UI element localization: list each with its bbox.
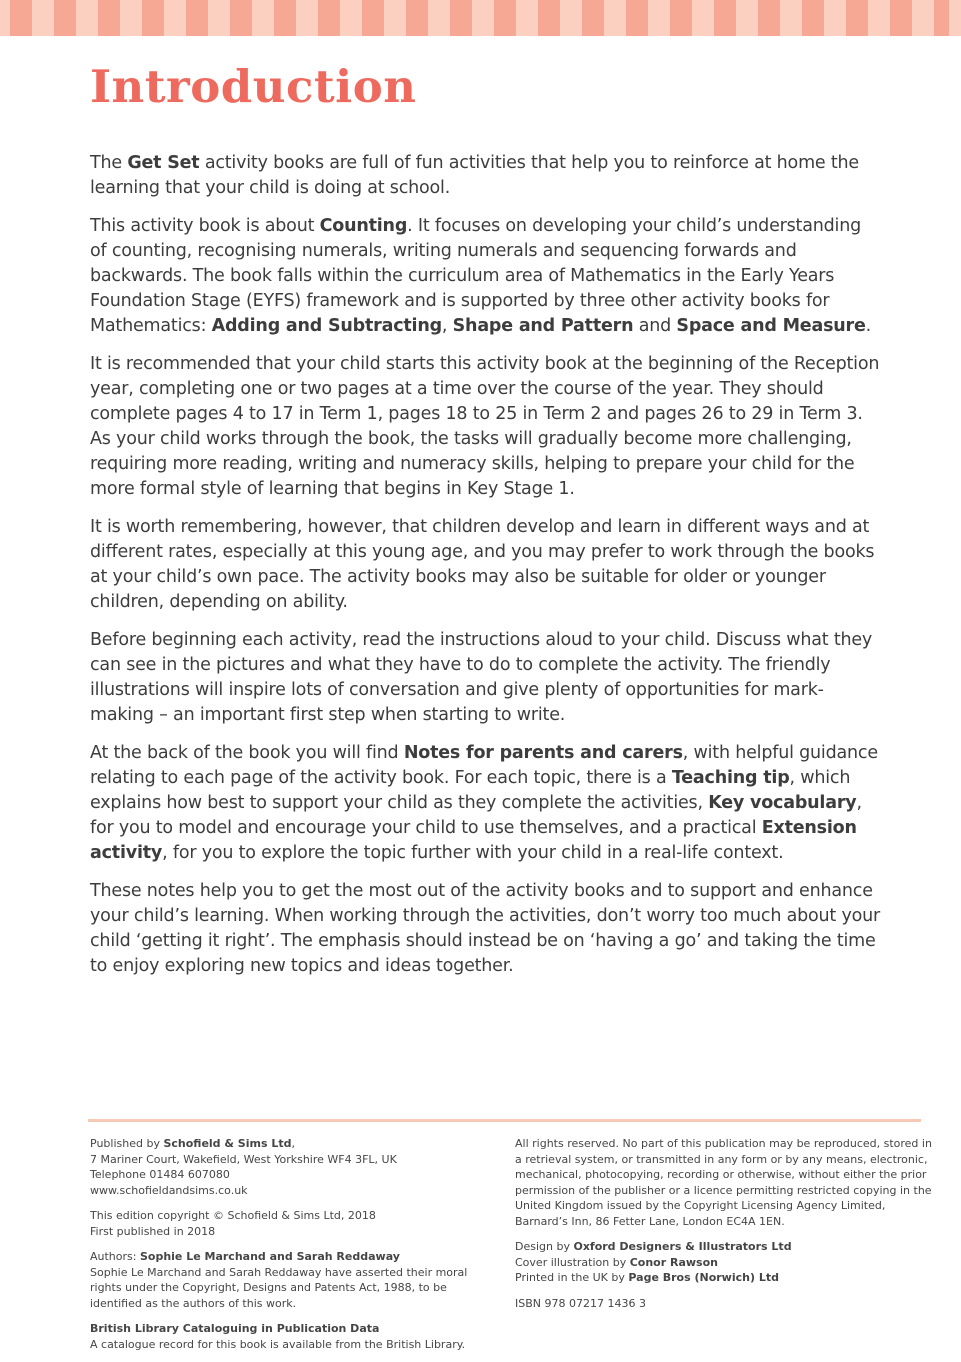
decorative-stripe-banner (0, 0, 961, 36)
paragraph-before-beginning: Before beginning each activity, read the instructions aloud to your child. Discuss what they can see in the pictures and what they have to do to complete the activity. The friendly illustrations will inspire lots of conversation and give plenty of opportunities for mark-making – an important first step when starting to write. (90, 630, 873, 725)
paragraph-different-rates: It is worth remembering, however, that children develop and learn in different ways and at different rates, especially at this young age, and you may prefer to work through the books at your child’s own pace. The activity books may also be suitable for older or younger children, depending on ability. (90, 517, 875, 612)
paragraph-about-counting: This activity book is about Counting. It focuses on developing your child’s understanding of counting, recognising numerals, writing numerals and sequencing forwards and backwards. The book falls within the curriculum area of Mathematics in the Early Years Foundation Stage (EYFS) framework and is supported by three other activity books for Mathematics: Adding and Subtracting, Shape and Pattern and Space and Measure. (90, 216, 872, 336)
paragraph-recommended-pacing: It is recommended that your child starts this activity book at the beginning of the Reception year, completing one or two pages at a time over the course of the year. They should complete pages 4 to 17 in Term 1, pages 18 to 25 in Term 2 and pages 26 to 29 in Term 3. As your child works through the book, the tasks will gradually become more challenging, requiring more reading, writing and numeracy skills, helping to prepare your child for the more formal style of learning that begins in Key Stage 1. (90, 354, 880, 499)
paragraph-notes-for-parents: At the back of the book you will find Notes for parents and carers, with helpful guidance relating to each page of the activity book. For each topic, there is a Teaching tip, which explains how best to support your child as they complete the activities, Key vocabulary, for you to model and encourage your child to use themselves, and a practical Extension activity, for you to explore the topic further with your child in a real-life context. (90, 743, 878, 863)
isbn: ISBN 978 07217 1436 3 (515, 1296, 646, 1310)
footer-left-column (90, 1136, 515, 1362)
footer-divider (88, 1119, 921, 1122)
bl-cataloguing-heading: British Library Cataloguing in Publication Data (90, 1322, 380, 1335)
page-title: Introduction (90, 60, 417, 113)
introduction-body (90, 151, 880, 992)
credits-block: Design by Oxford Designers & Illustrators Ltd Cover illustration by Conor Rawson Printed in the UK by Page Bros (Norwich) Ltd (515, 1240, 792, 1284)
edition-copyright-block: This edition copyright © Schofield & Sims Ltd, 2018 First published in 2018 (90, 1209, 376, 1238)
publisher-block: Published by Schofield & Sims Ltd, 7 Mariner Court, Wakefield, West Yorkshire WF4 3FL, UK Telephone 01484 607080 www.schofieldandsims.co.uk (90, 1137, 397, 1197)
paragraph-these-notes: These notes help you to get the most out of the activity books and to support and enhance your child’s learning. When working through the activities, don’t worry too much about your child ‘getting it right’. The emphasis should instead be on ‘having a go’ and taking the time to enjoy exploring new topics and ideas together. (90, 881, 881, 976)
rights-reserved-block: All rights reserved. No part of this publication may be reproduced, stored in a retrieval system, or transmitted in any form or by any means, electronic, mechanical, photocopying, recording or otherwise, without either the prior permission of the publisher or a licence permitting restricted copying in the United Kingdom issued by the Copyright Licensing Agency Limited, Barnard’s Inn, 86 Fetter Lane, London EC4A 1EN. (515, 1137, 932, 1228)
imprint-footer (90, 1136, 935, 1362)
bl-cataloguing-note: A catalogue record for this book is available from the British Library. (90, 1337, 466, 1351)
paragraph-about-get-set: The Get Set activity books are full of fun activities that help you to reinforce at home the learning that your child is doing at school. (90, 153, 859, 198)
footer-right-column (515, 1136, 935, 1321)
authors-heading: Authors: Sophie Le Marchand and Sarah Reddaway (90, 1250, 400, 1263)
authors-moral-rights-note: Sophie Le Marchand and Sarah Reddaway have asserted their moral rights under the Copyright, Designs and Patents Act, 1988, to be identified as the authors of this work. (90, 1265, 468, 1310)
